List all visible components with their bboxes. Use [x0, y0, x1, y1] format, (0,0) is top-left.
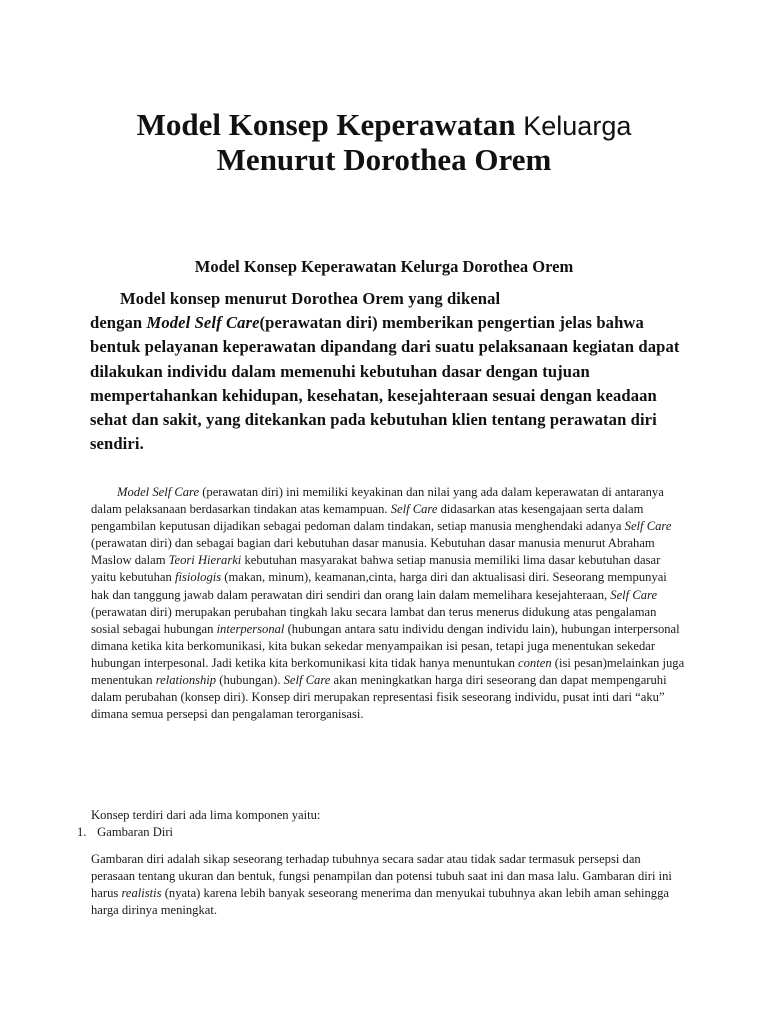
- title-line1-tail: Keluarga: [523, 111, 632, 141]
- p1-s20: akan meningkatkan harga diri seseorang dan dapat mempengaruhi dalam perubahan (konsep diri). Konsep diri merupakan representasi fisik seseorang individu, pusat inti dari “aku” dimana semua persepsi dan pengalaman terorganisasi.: [91, 673, 667, 722]
- list-item-number: 1.: [77, 825, 87, 839]
- p3-s2: realistis: [121, 886, 162, 901]
- p3-s3: (nyata) karena lebih banyak seseorang menerima dan menyukai tubuhnya akan lebih aman sehingga harga dirinya meningkat.: [91, 886, 669, 918]
- p1-s06: (perawatan diri) dan sebagai bagian dari kebutuhan dasar manusia. Kebutuhan dasar manusia menurut Abraham Maslow dalam: [91, 536, 655, 568]
- intro-paragraph: [90, 287, 690, 456]
- paragraph-self-care: [91, 484, 687, 723]
- title-line1-main: Model Konsep Keperawatan: [136, 107, 516, 142]
- p1-s19: Self Care: [283, 673, 331, 688]
- intro-line1: Model konsep menurut Dorothea Orem yang dikenal: [120, 289, 501, 308]
- p1-s17: relationship: [155, 673, 217, 688]
- p1-s14: (hubungan antara satu individu dengan individu lain), hubungan interpersonal dimana ketika kita berkomunikasi, kita bukan sekedar menyampaikan isi pesan, tetapi juga menentukan sekedar hubungan interpesonal. Jadi ketika kita berkomunikasi kita tidak hanya menuntukan: [91, 621, 680, 670]
- p1-s03: Self Care: [390, 502, 438, 517]
- intro-dengan: dengan: [90, 313, 147, 333]
- p3-s1: Gambaran diri adalah sikap seseorang terhadap tubuhnya secara sadar atau tidak sadar termasuk persepsi dan perasaan tentang ukuran dan bentuk, fungsi penampilan dan potensi tubuh saat ini dan masa lalu. Gambaran diri ini harus: [91, 852, 672, 901]
- p1-s08: kebutuhan masyarakat bahwa setiap manusia memiliki lima dasar kebutuhan dasar yaitu kebutuhan: [91, 553, 661, 585]
- p1-s05: Self Care: [624, 519, 672, 534]
- paragraph-gambaran-diri: [91, 851, 687, 919]
- title-line2: Menurut Dorothea Orem: [216, 142, 552, 177]
- p1-s16: (isi pesan)melainkan juga menentukan: [91, 655, 685, 688]
- p1-s10: (makan, minum), keamanan,cinta, harga diri dan aktualisasi diri. Seseorang mempunyai hak dan tanggung jawab dalam perawatan diri sendiri dan orang lain dalam memelihara kesejahteraan,: [91, 570, 667, 602]
- p1-s15: conten: [518, 655, 552, 670]
- p1-s07: Teori Hierarki: [168, 553, 242, 568]
- p1-s18: (hubungan).: [216, 673, 284, 688]
- intro-rest: (perawatan diri) memberikan pengertian jelas bahwa bentuk pelayanan keperawatan dipandang dari suatu pelaksanaan kegiatan dapat dilakukan individu dalam memenuhi kebutuhan dasar dengan tujuan mempertahankan kehidupan, kesehatan, kesejahteraan sesuai dengan keadaan sehat dan sakit, yang ditekankan pada kebutuhan klien tentang perawatan diri sendiri.: [90, 313, 680, 454]
- list-item-label: Gambaran Diri: [97, 825, 174, 839]
- document-title: [0, 108, 768, 177]
- p1-s09: fisiologis: [174, 570, 222, 585]
- paragraph-components-intro: Konsep terdiri dari ada lima komponen yaitu:: [91, 808, 321, 822]
- section-subtitle: Model Konsep Keperawatan Kelurga Dorothea Orem: [194, 257, 574, 276]
- p1-s11: Self Care: [610, 587, 658, 602]
- p1-s01: Model Self Care: [117, 485, 200, 499]
- p1-s13: interpersonal: [216, 621, 285, 636]
- list-item-gambaran-diri: [77, 824, 173, 841]
- intro-model-self-care: Model Self Care: [146, 313, 260, 333]
- p1-s04: didasarkan atas kesengajaan serta dalam pengambilan keputusan dijadikan sebagai pedoman dalam tindakan, setiap manusia menghendaki adanya: [91, 502, 644, 534]
- p1-s12: (perawatan diri) merupakan perubahan tingkah laku secara lambat dan terus menerus didukung atas pengalaman sosial sebagai hubungan: [91, 604, 657, 636]
- p1-s02: (perawatan diri) ini memiliki keyakinan dan nilai yang ada dalam keperawatan di antaranya dalam pelaksanaan berdasarkan tindakan atas kemampuan.: [91, 485, 664, 517]
